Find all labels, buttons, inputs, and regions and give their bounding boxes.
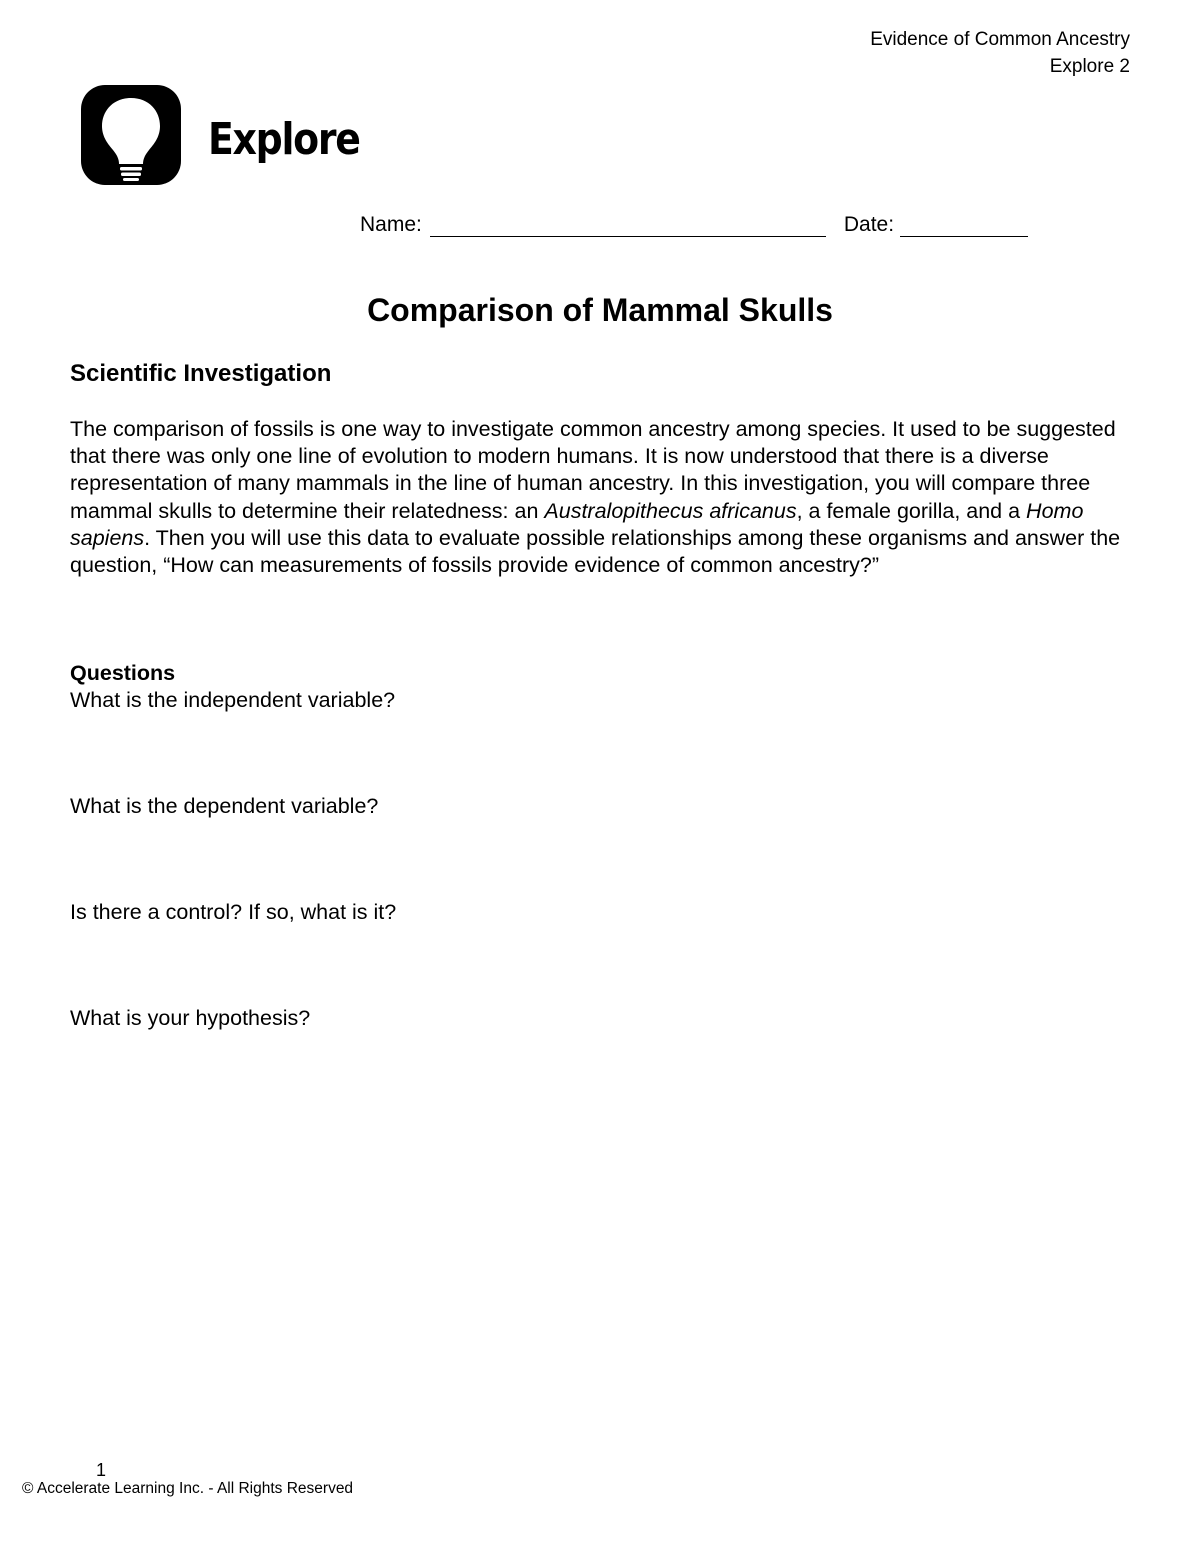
unit-title: Evidence of Common Ancestry: [870, 29, 1130, 50]
questions-heading: Questions: [70, 661, 176, 685]
explore-label: Explore: [208, 114, 360, 165]
paragraph-outro: . Then you will use this data to evaluate possible relationships among these organisms and answer the question, “How can measurements of fossils provide evidence of common ancestry?”: [70, 525, 1121, 578]
lightbulb-icon: [80, 84, 182, 186]
name-field[interactable]: [430, 214, 826, 237]
species-homo-sapiens: Homo sapiens: [70, 498, 1084, 550]
page-title: Comparison of Mammal Skulls: [367, 292, 833, 328]
copyright-notice: © Accelerate Learning Inc. - All Rights Reserved: [22, 1480, 354, 1497]
investigation-heading: Scientific Investigation: [70, 360, 332, 387]
question-dependent-variable: What is the dependent variable?: [70, 794, 379, 818]
name-label: Name:: [360, 213, 422, 236]
section-label: Explore 2: [1049, 56, 1130, 77]
page-number: 1: [96, 1460, 107, 1480]
questions-section: [70, 660, 1130, 1032]
paragraph-intro: The comparison of fossils is one way to investigate common ancestry among species. It used to be suggested that there was only one line of evolution to modern humans. It is now understood that there is a diverse representation of many mammals in the line of human ancestry. In this investigation, you will compare three mammal skulls to determine their relatedness: an: [70, 417, 1116, 523]
date-field[interactable]: [900, 214, 1028, 237]
species-australopithecus: Australopithecus africanus: [544, 498, 797, 523]
question-independent-variable: What is the independent variable?: [70, 688, 396, 712]
paragraph-middle: , a female gorilla, and a: [796, 498, 1027, 523]
name-date-row: [360, 210, 1028, 240]
page-header: [870, 26, 1130, 80]
question-control: Is there a control? If so, what is it?: [70, 900, 397, 924]
question-hypothesis: What is your hypothesis?: [70, 1006, 311, 1030]
date-label: Date:: [843, 213, 895, 236]
investigation-paragraph: [70, 416, 1130, 579]
